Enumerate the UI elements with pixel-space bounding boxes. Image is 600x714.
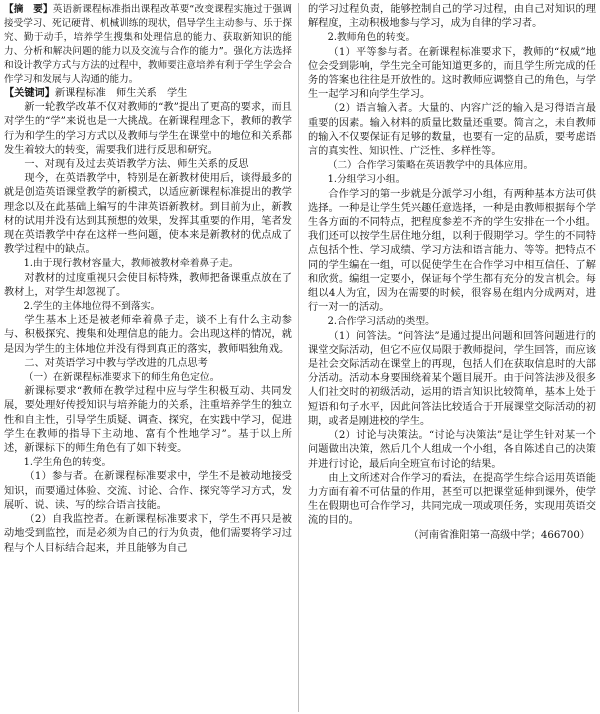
section-subheading: 2.合作学习活动的类型。 <box>327 316 435 328</box>
body-paragraph: 新课标要求“教师在教学过程中应与学生积极互动、共同发展，要处理好传授知识与培养能力的关系，注重培养学生的独立性和自主性，引导学生质疑、调查、探究，在实践中学习，促进学生在教师的指导下主动地、富有个性地学习”。基于以上所述，新课标下的师生角色有了如下转变。 <box>4 386 292 455</box>
body-paragraph: 的学习过程负责，能够控制自己的学习过程，由自己对知识的理解程度，主动积极地参与学习，成为自律的学习者。 <box>308 4 596 30</box>
body-paragraph: 一、对现有及过去英语教学方法、师生关系的反思 <box>24 159 249 171</box>
abstract <box>4 3 292 87</box>
body-paragraph: 新一轮教学改革不仅对教师的“教”提出了更高的要求，而且对学生的“学”来说也是一大挑战。在新课程理念下，教师的教学行为和学生的学习方式以及教师与学生在课堂中的地位和关系都发生着较大的转变，需要我们进行反思和研究。 <box>4 102 292 156</box>
body-paragraph: （2）讨论与决策法。“讨论与决策法”是让学生针对某一个问题做出决策，然后几个人组成一个小组，各自陈述自己的决策并进行讨论，最后向全班宣布讨论的结果。 <box>308 430 596 470</box>
section-subheading: 2.学生的主体地位得不到落实。 <box>23 301 161 313</box>
author-affiliation: （河南省淮阳第一高级中学；466700） <box>408 529 590 541</box>
body-paragraph: 二、对英语学习中教与学改进的几点思考 <box>24 357 208 369</box>
body-paragraph: （2）自我监控者。在新课程标准要求下，学生不再只是被动地受到监控，而是必须为自己的行为负责，他们需要将学习过程与个人目标结合起来，并且能够为自己 <box>4 514 292 554</box>
keywords <box>4 87 292 101</box>
section-subheading: 2.教师角色的转变。 <box>327 32 416 44</box>
body-paragraph: （1）平等参与者。在新课程标准要求下，教师的“权威”地位会受到影响，学生完全可能知道更多的，而且学生所完成的任务的答案也往往是开放性的。这时教师应调整自己的角色，与学生一起学习和向学生学习。 <box>308 46 596 101</box>
section-subheading: 1.分组学习小组。 <box>327 174 406 186</box>
abstract-text: 英语新课程标准指出课程改革要“改变课程实施过于强调接受学习、死记硬背、机械训练的现状，倡导学生主动参与、乐于探究、勤于动手，培养学生搜集和处理信息的能力、获取新知识的能力、分析和解决问题的能力以及交流与合作的能力”。强化方法选择和设计教学方式与方法的过程中，教师要注意培养有利于学生学会合作学习和发展与人沟通的能力。 <box>4 4 292 85</box>
left-column <box>4 3 299 712</box>
body-paragraph: 学生基本上还是被老师牵着鼻子走，谈不上有什么主动参与、积极探究、搜集和处理信息的能力。会出现这样的情况，就是因为学生的主体地位并没有得到真正的落实，教师唱独角戏。 <box>4 315 292 355</box>
section-subheading: 1.学生角色的转变。 <box>23 457 112 469</box>
body-paragraph: 现今，在英语教学中，特别是在新教材使用后，谈得最多的就是创造英语课堂教学的新模式，以适应新课程标准提出的教学理念以及在此基础上编写的牛津英语新教材。到目前为止，新教材的试用并没有达到其预想的效果，发挥其重要的作用，笔者发现在英语教学中存在这样一些问题，使本来是新教材的优点成了教学过程中的缺点。 <box>4 173 292 256</box>
body-paragraph: 由上文所述对合作学习的看法，在提高学生综合运用英语能力方面有着不可估量的作用，甚至可以把课堂延伸到课外，使学生在假期也可合作学习，共同完成一项或项任务，实现用英语交流的目的。 <box>308 472 596 527</box>
section-subheading: （一）在新课程标准要求下的师生角色定位。 <box>23 372 220 384</box>
section-subheading: 1.由于现行教材容量大，教师被教材牵着鼻子走。 <box>23 258 239 270</box>
body-paragraph: 合作学习的第一步就是分派学习小组，有两种基本方法可供选择。一种是让学生凭兴趣任意选择，一种是由教师根据每个学生各方面的不同特点，把程度参差不齐的学生安排在一个小组。我们还可以按学生居住地分组，以利于假期学习。学生的不同特点包括个性、学习成绩、学习方法和语言能力、等等。把特点不同的学生编在一组，可以促使学生在合作学习中相互信任、了解和欣赏。编组一定要小，保证每个学生都有充分的发言机会。每组以4人为宜，因为在需要的时候，很容易在组内分成两对，进行一对一的活动。 <box>308 188 596 314</box>
body-paragraph: （1）参与者。在新课程标准要求中，学生不是被动地接受知识，而要通过体验、交流、讨论、合作、探究等学习方式，发展听、说、读、写的综合语言技能。 <box>4 471 292 511</box>
section-subheading: （二）合作学习策略在英语教学中的具体应用。 <box>327 160 534 172</box>
abstract-label: 【摘 要】 <box>4 4 53 15</box>
keywords-text: 新课程标准 师生关系 学生 <box>54 88 188 99</box>
keywords-label: 【关键词】 <box>4 88 55 99</box>
body-paragraph: （1）问答法。“问答法”是通过提出问题和回答问题进行的课堂交际活动，但它不应仅局限于教师提问，学生回答，而应该是社会交际活动在课堂上的再现，包括人们在获取信息时的大部分活动。活动本身要围绕着某个题目展开。由于问答法涉及很多人们社交时的初级活动，运用的语言知识比较简单，基本上处于短语和句子水平，因此问答法比较适合于开展课堂交际活动的初期，或者是刚进校的学生。 <box>308 330 596 427</box>
right-column <box>307 3 596 712</box>
body-paragraph: 对教材的过度重视只会使目标特殊，教师把备课重点放在了教材上，对学生却忽视了。 <box>4 272 292 298</box>
body-paragraph: （2）语言输入者。大量的、内容广泛的输入是习得语言最重要的因素。输入材料的质量比数量还重要。简言之，未自教师的输入不仅要保证有足够的数量，也要有一定的品质，要考虑语言的真实性、知识性、广泛性、多样性等。 <box>308 103 596 158</box>
